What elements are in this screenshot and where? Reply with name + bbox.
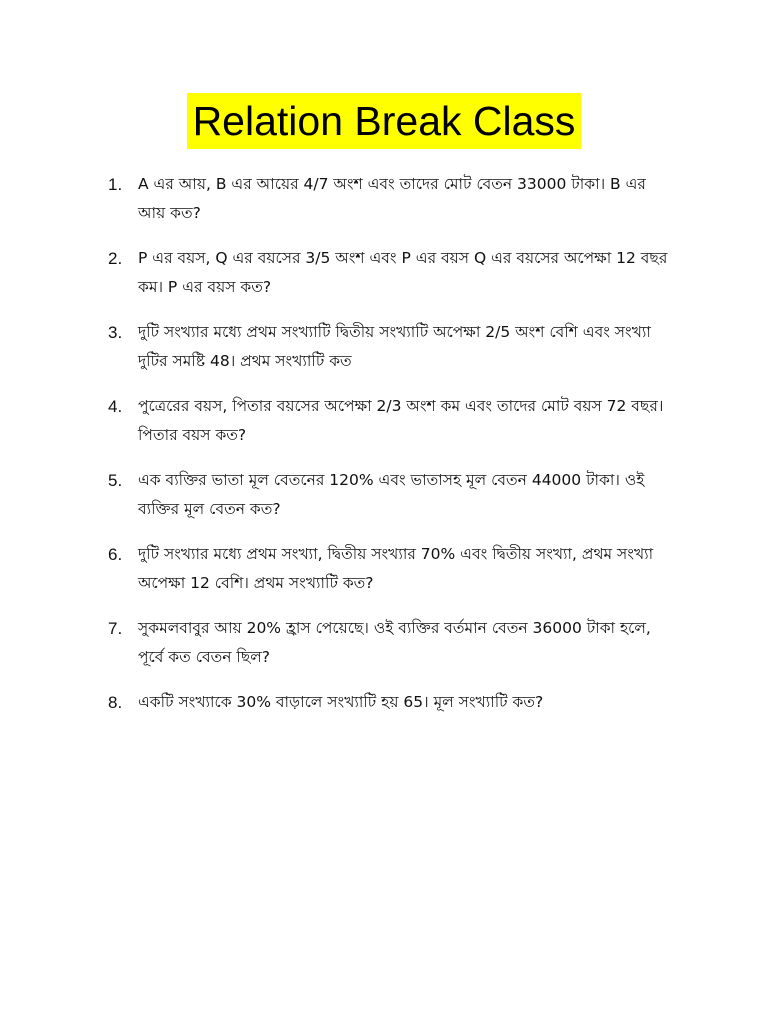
question-number: 4. (108, 397, 123, 416)
list-item (108, 688, 678, 717)
question-text: P এর বয়স, Q এর বয়সের 3/5 অংশ এবং P এর বয়স Q এর বয়সের অপেক্ষা 12 বছর কম। P এর বয়স কত? (138, 249, 668, 296)
list-item (108, 170, 678, 228)
list-item (108, 244, 678, 302)
question-text: এক ব্যক্তির ভাতা মূল বেতনের 120% এবং ভাতাসহ মূল বেতন 44000 টাকা। ওই ব্যক্তির মূল বেতন কত? (138, 471, 645, 518)
question-number: 6. (108, 545, 123, 564)
question-text: দুটি সংখ্যার মধ্যে প্রথম সংখ্যাটি দ্বিতীয় সংখ্যাটি অপেক্ষা 2/5 অংশ বেশি এবং সংখ্যা দুটির সমষ্টি 48। প্রথম সংখ্যাটি কত (138, 323, 651, 370)
question-number: 5. (108, 471, 123, 490)
question-text: A এর আয়, B এর আয়ের 4/7 অংশ এবং তাদের মোট বেতন 33000 টাকা। B এর আয় কত? (138, 175, 646, 222)
question-number: 3. (108, 323, 123, 342)
question-list (108, 170, 678, 733)
list-item (108, 614, 678, 672)
list-item (108, 466, 678, 524)
page-title: Relation Break Class (187, 93, 582, 149)
question-number: 8. (108, 693, 123, 712)
title-container (0, 93, 768, 149)
question-text: একটি সংখ্যাকে 30% বাড়ালে সংখ্যাটি হয় 65। মূল সংখ্যাটি কত? (138, 693, 544, 711)
question-number: 1. (108, 175, 123, 194)
list-item (108, 318, 678, 376)
list-item (108, 392, 678, 450)
question-text: পুত্রেরের বয়স, পিতার বয়সের অপেক্ষা 2/3 অংশ কম এবং তাদের মোট বয়স 72 বছর। পিতার বয়স কত? (138, 397, 664, 444)
question-text: সুকমলবাবুর আয় 20% হ্রাস পেয়েছে। ওই ব্যক্তির বর্তমান বেতন 36000 টাকা হলে, পূর্বে কত বেতন ছিল? (138, 619, 651, 666)
question-text: দুটি সংখ্যার মধ্যে প্রথম সংখ্যা, দ্বিতীয় সংখ্যার 70% এবং দ্বিতীয় সংখ্যা, প্রথম সংখ্যা অপেক্ষা 12 বেশি। প্রথম সংখ্যাটি কত? (138, 545, 654, 592)
list-item (108, 540, 678, 598)
question-number: 7. (108, 619, 123, 638)
question-number: 2. (108, 249, 123, 268)
